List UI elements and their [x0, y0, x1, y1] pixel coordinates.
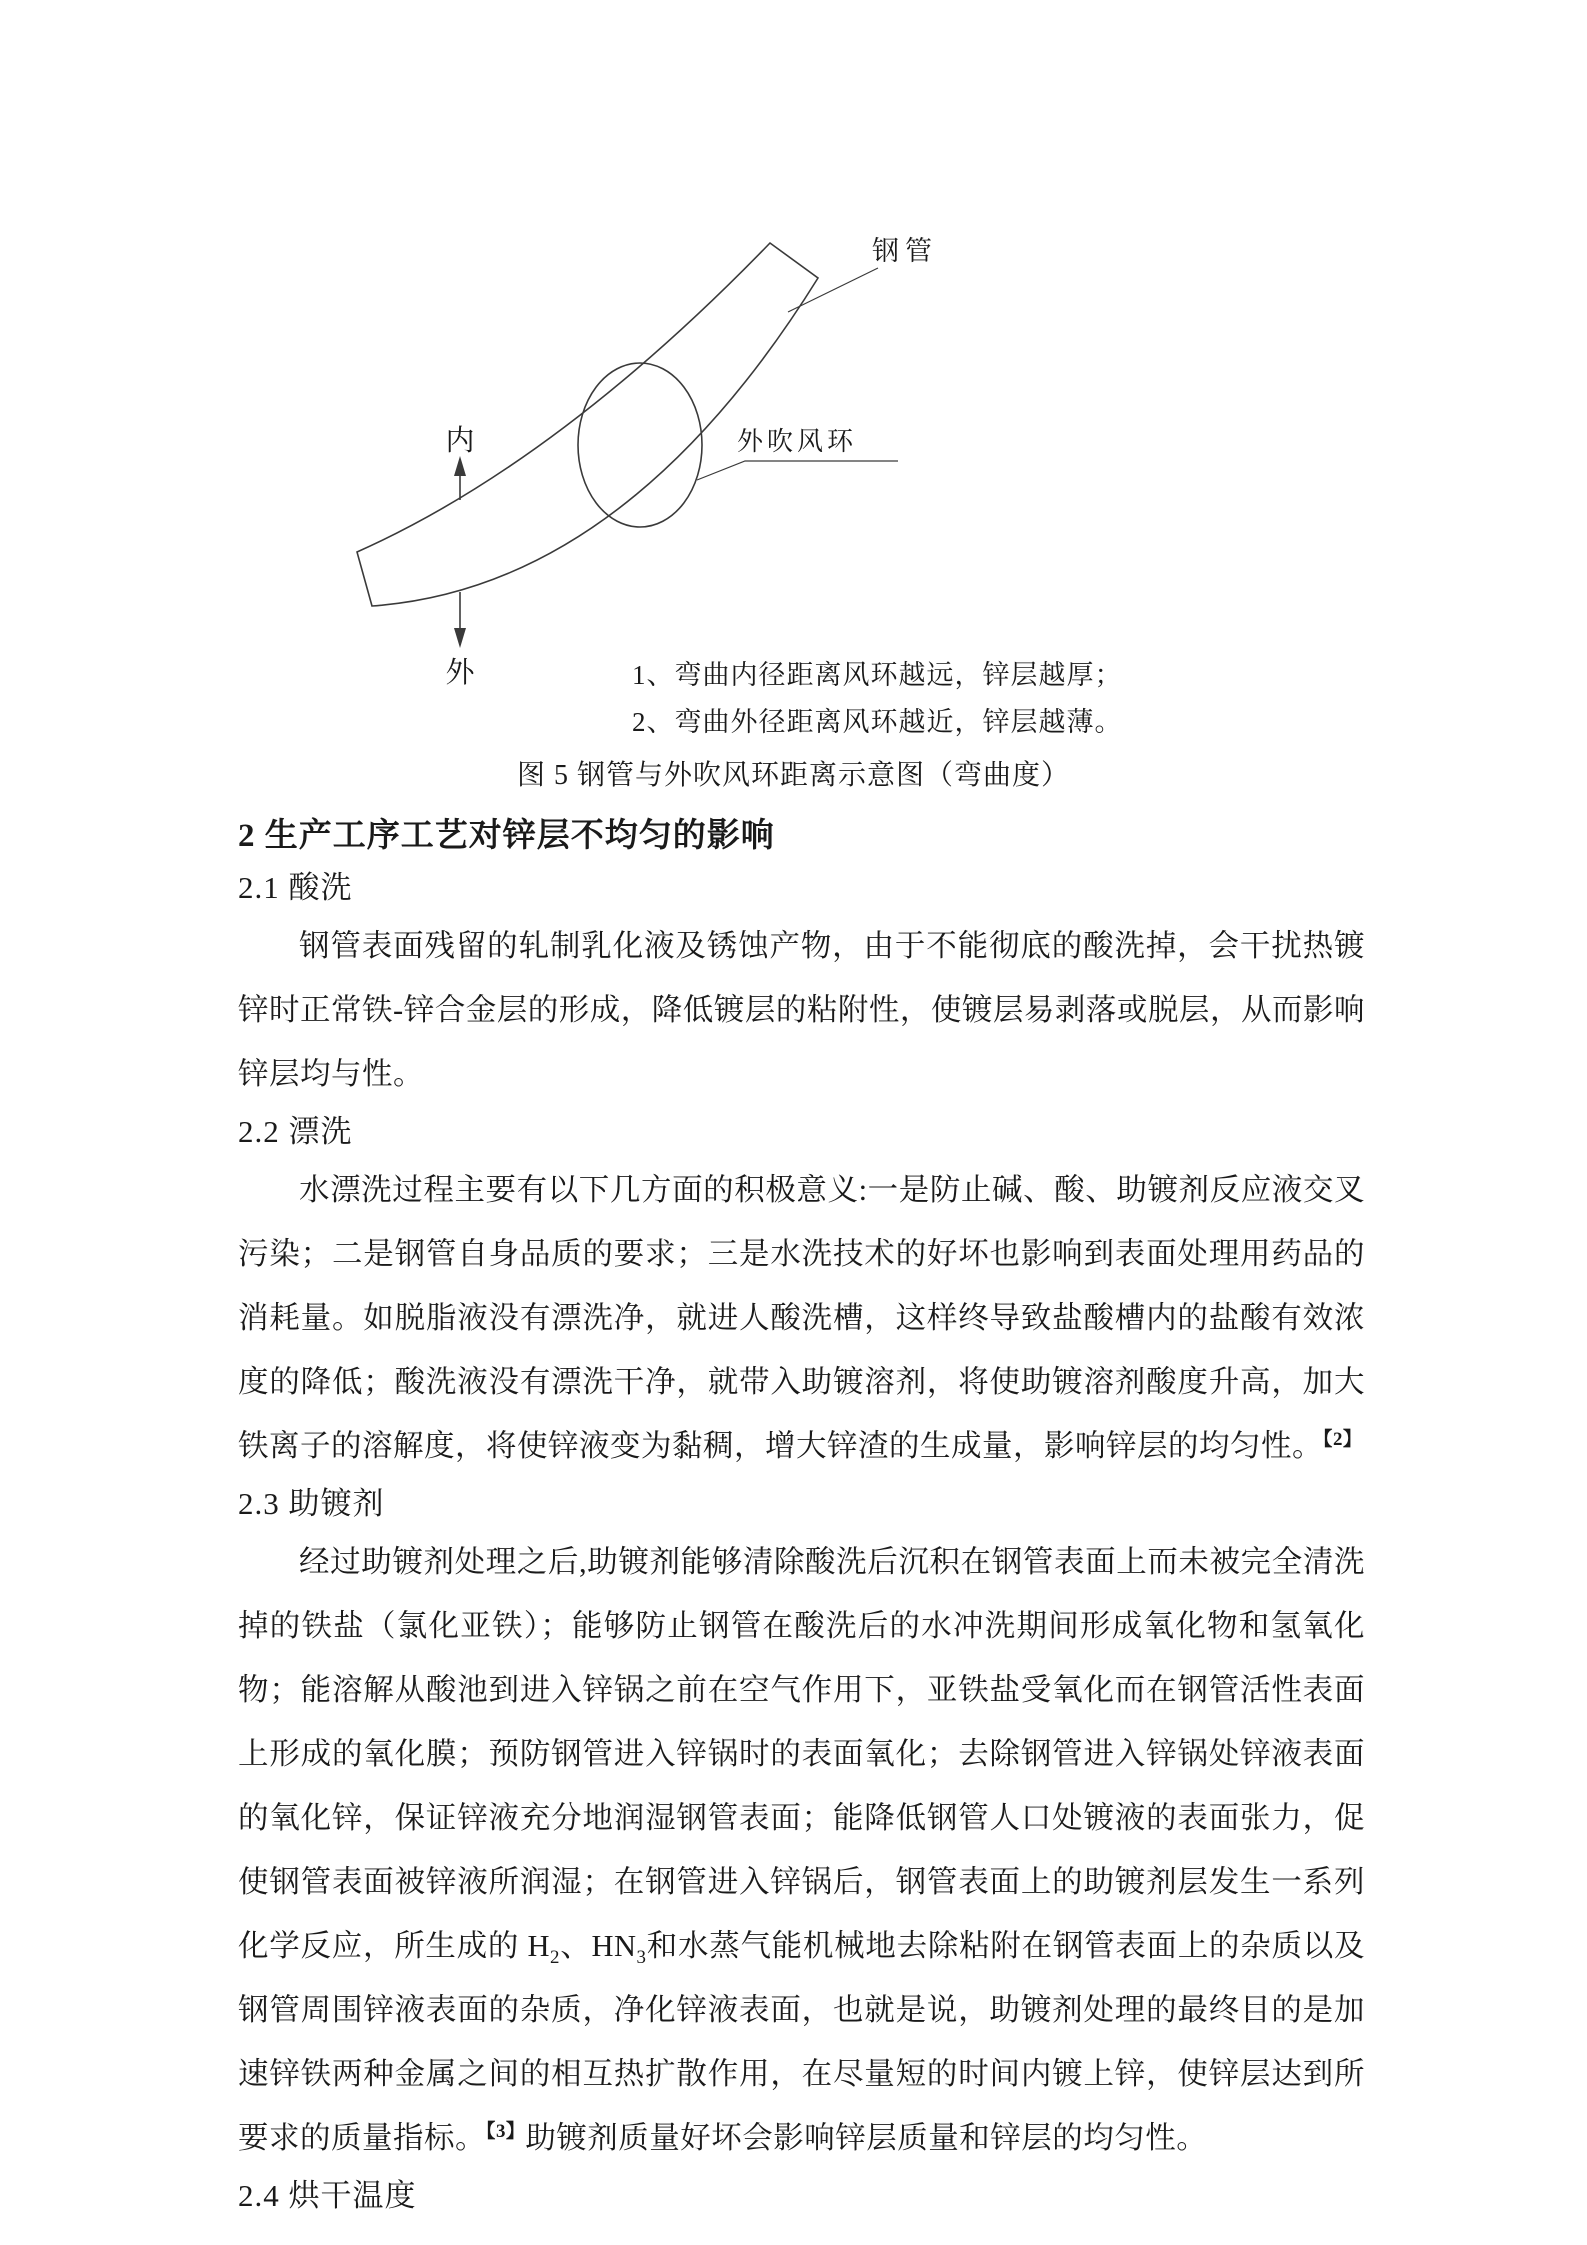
figure-note-line: 2、弯曲外径距离风环越近，锌层越薄。: [632, 707, 1123, 737]
pipe-label: 钢管: [872, 236, 938, 266]
paragraph-pickling: 钢管表面残留的轧制乳化液及锈蚀产物，由于不能彻底的酸洗掉，会干扰热镀锌时正常铁-锌合金层的形成，降低镀层的粘附性，使镀层易剥落或脱层，从而影响锌层均与性。: [238, 929, 1365, 1091]
paragraph-flux: 经过助镀剂处理之后,助镀剂能够清除酸洗后沉积在钢管表面上而未被完全清洗掉的铁盐（氯化亚铁）；能够防止钢管在酸洗后的水冲洗期间形成氧化物和氢氧化物；能溶解从酸池到进入锌锅之前在空气作用下，亚铁盐受氧化而在钢管活性表面上形成的氧化膜；预防钢管进入锌锅时的表面氧化；去除钢管进入锌锅处锌液表面的氧化锌，保证锌液充分地润湿钢管表面；能降低钢管人口处镀液的表面张力，促使钢管表面被锌液所润湿；在钢管进入锌锅后，钢管表面上的助镀剂层发生一系列化学反应，所生成的 $H_2$、$HN_3$和水蒸气能机械地去除粘附在钢管表面上的杂质以及钢管周围锌液表面的杂质，净化锌液表面，也就是说，助镀剂处理的最终目的是加速锌铁两种金属之间的相互热扩散作用，在尽量短的时间内镀上锌，使锌层达到所要求的质量指标。$^{【3】}$助镀剂质量好坏会影响锌层质量和锌层的均匀性。: [238, 1545, 1365, 2155]
figure-notes: [632, 652, 1123, 746]
ring-label-leader-line: [697, 461, 898, 480]
figure-note-line: 1、弯曲内径距离风环越远，锌层越厚；: [632, 660, 1123, 690]
steel-pipe-shape: [357, 243, 818, 606]
section-heading-2-1: 2.1 酸洗: [238, 870, 353, 905]
paragraph-rinsing: 水漂洗过程主要有以下几方面的积极意义:一是防止碱、酸、助镀剂反应液交叉污染；二是钢管自身品质的要求；三是水洗技术的好坏也影响到表面处理用药品的消耗量。如脱脂液没有漂洗净，就进人酸洗槽，这样终导致盐酸槽内的盐酸有效浓度的降低；酸洗液没有漂洗干净，就带入助镀溶剂，将使助镀溶剂酸度升高，加大铁离子的溶解度，将使锌液变为黏稠，增大锌渣的生成量，影响锌层的均匀性。$^{【2】}$: [238, 1173, 1365, 1463]
figure-5: [0, 0, 1587, 810]
pipe-label-leader-line: [788, 268, 878, 312]
ring-label: 外吹风环: [737, 427, 858, 456]
section-heading-2: 2 生产工序工艺对锌层不均匀的影响: [238, 818, 775, 854]
air-ring-ellipse: [578, 363, 702, 527]
document-body: [0, 810, 1587, 2222]
section-heading-2-2: 2.2 漂洗: [238, 1114, 353, 1149]
outer-label: 外: [445, 657, 475, 689]
inner-direction-arrow: [454, 456, 466, 500]
section-heading-2-4: 2.4 烘干温度: [238, 2178, 417, 2213]
section-heading-2-3: 2.3 助镀剂: [238, 1486, 385, 1521]
figure-caption: 图 5 钢管与外吹风环距离示意图（弯曲度）: [516, 760, 1070, 791]
outer-direction-arrow: [454, 592, 466, 648]
inner-label: 内: [445, 425, 475, 457]
